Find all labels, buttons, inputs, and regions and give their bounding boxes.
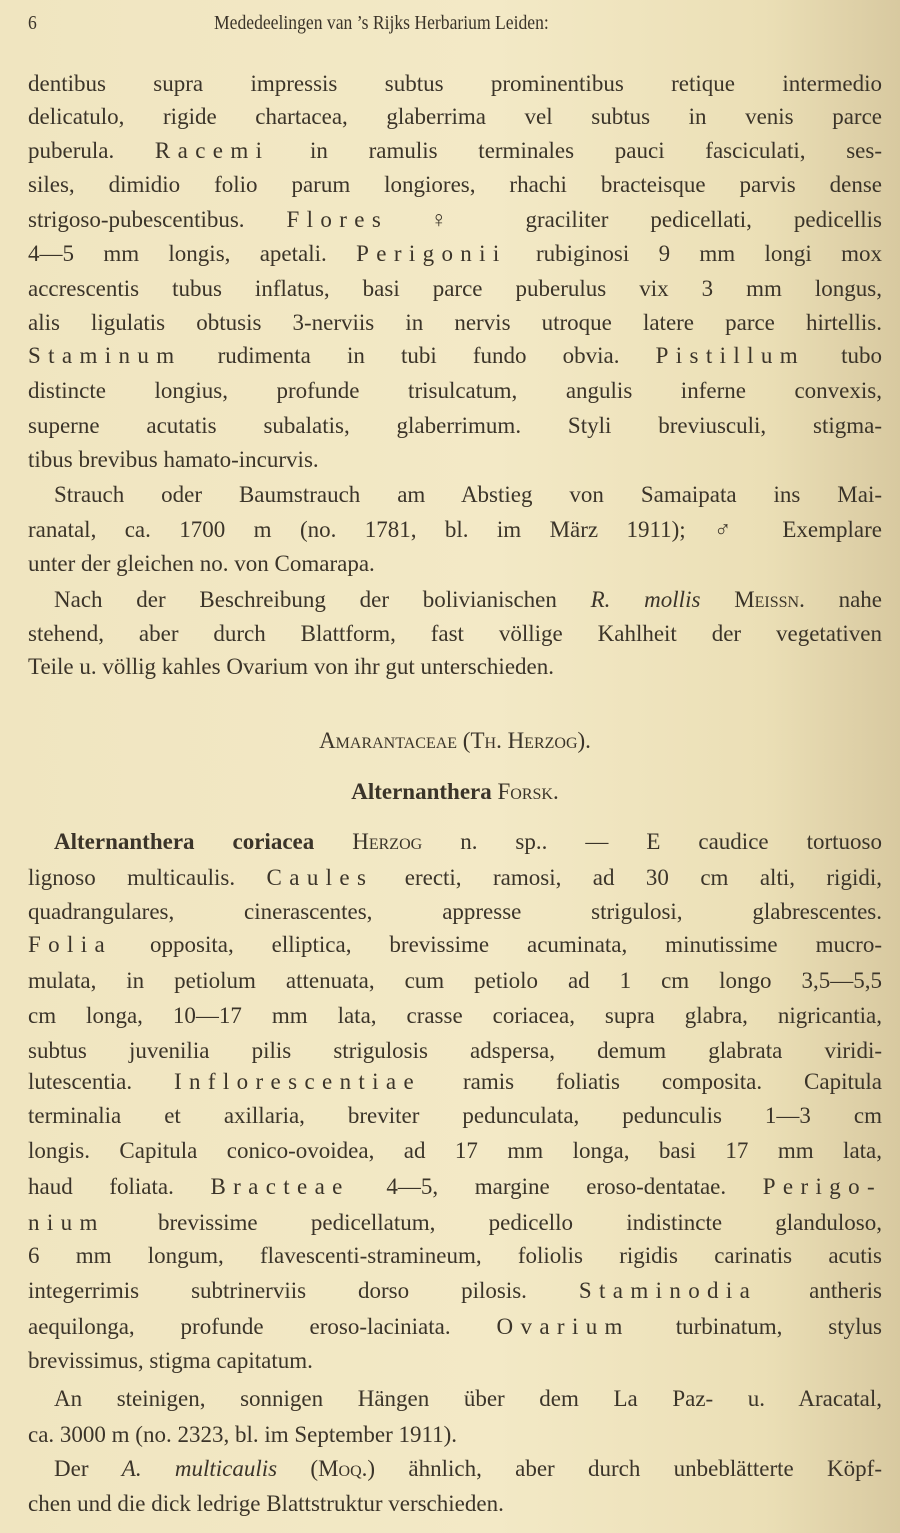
text-segment: brevissime pedicellatum, pedicello indistincte glanduloso, — [104, 1210, 882, 1235]
page-number: 6 — [28, 12, 37, 34]
text-segment: haud foliata. — [28, 1174, 211, 1199]
text-segment: Herzog — [352, 829, 423, 854]
text-segment: R. mollis — [590, 587, 701, 612]
text-segment: A. multicaulis — [121, 1456, 278, 1481]
text-segment: erecti, ramosi, ad 30 cm alti, rigidi, — [373, 865, 882, 890]
text-segment: Forsk. — [497, 779, 559, 804]
text-line — [28, 1067, 882, 1097]
text-line — [28, 1001, 882, 1031]
text-line — [28, 102, 882, 132]
text-segment: ) ähnlich, aber durch unbeblätterte Köpf- — [367, 1456, 882, 1481]
text-line — [28, 652, 882, 682]
text-segment: Alternanthera coriacea — [54, 829, 315, 854]
text-line — [28, 966, 882, 996]
text-segment: Pistillum — [655, 343, 805, 368]
text-line — [28, 1208, 882, 1238]
text-segment: superne acutatis subalatis, glaberrimum. Styli breviusculi, stigma- — [28, 413, 882, 438]
text-line — [28, 1489, 882, 1519]
text-line — [28, 515, 882, 545]
text-segment: Staminodia — [578, 1278, 758, 1303]
text-segment: Perigonii — [356, 241, 507, 266]
text-line — [54, 1384, 882, 1414]
text-segment: Staminum — [28, 343, 182, 368]
text-segment: nahe — [804, 587, 883, 612]
text-segment: 4—5, margine eroso-dentatae. — [349, 1174, 763, 1199]
text-line — [54, 1454, 882, 1484]
running-title: Mededeelingen van ’s Rijks Herbarium Leiden: — [214, 12, 549, 34]
text-segment: delicatulo, rigide chartacea, glaberrima vel subtus in venis parce — [28, 104, 882, 129]
text-segment: 4—5 mm longis, apetali. — [28, 241, 357, 266]
text-segment: opposita, elliptica, brevissime acuminata, minutissime mucro- — [112, 932, 882, 957]
text-line — [28, 1276, 882, 1306]
text-segment: chen und die dick ledrige Blattstruktur verschieden. — [28, 1491, 504, 1516]
text-line — [54, 827, 882, 857]
text-segment: ramis foliatis composita. Capitula — [421, 1069, 882, 1094]
text-segment: lutescentia. — [28, 1069, 175, 1094]
text-segment — [700, 587, 734, 612]
text-line — [28, 376, 882, 406]
text-segment: Flores — [286, 207, 389, 232]
text-segment: strigoso-pubescentibus. — [28, 207, 287, 232]
text-line — [28, 930, 882, 960]
text-segment: 6 mm longum, flavescenti-stramineum, foliolis rigidis carinatis acutis — [28, 1243, 882, 1268]
text-segment: Bracteae — [210, 1174, 350, 1199]
text-line — [28, 1312, 882, 1342]
text-segment: An steinigen, sonnigen Hängen über dem La Paz- u. Aracatal, — [54, 1386, 882, 1411]
text-segment: siles, dimidio folio parum longiores, rhachi bracteisque parvis dense — [28, 172, 882, 197]
text-segment: ca. 3000 m (no. 2323, bl. im September 1911). — [28, 1422, 458, 1447]
text-segment: brevissimus, stigma capitatum. — [28, 1348, 313, 1373]
text-segment: Der — [54, 1456, 122, 1481]
text-line — [28, 274, 882, 304]
text-line — [28, 1036, 882, 1066]
text-segment: tibus brevibus hamato-incurvis. — [28, 447, 319, 472]
text-line — [28, 205, 882, 235]
text-segment: Alternanthera — [351, 779, 492, 804]
text-segment: longis. Capitula conico-ovoidea, ad 17 mm longa, basi 17 mm lata, — [28, 1138, 882, 1163]
text-segment: Nach der Beschreibung der bolivianischen — [54, 587, 591, 612]
text-line — [28, 1241, 882, 1271]
text-segment: stehend, aber durch Blattform, fast völlige Kahlheit der vegetativen — [28, 621, 882, 646]
text-segment: accrescentis tubus inflatus, basi parce puberulus vix 3 mm longus, — [28, 276, 882, 301]
text-segment: Perigo- — [762, 1174, 882, 1199]
text-segment: integerrimis subtrinerviis dorso pilosis. — [28, 1278, 579, 1303]
text-segment: subtus juvenilia pilis strigulosis adspersa, demum glabrata viridi- — [28, 1038, 882, 1063]
text-line — [28, 445, 882, 475]
text-segment: dentibus supra impressis subtus prominentibus retique intermedio — [28, 71, 882, 96]
text-line — [28, 1172, 882, 1202]
text-segment: quadrangulares, cinerascentes, appresse strigulosi, glabrescentes. — [28, 899, 882, 924]
text-line — [28, 549, 882, 579]
text-segment: n. sp.. — E caudice tortuoso — [422, 829, 882, 854]
text-segment: Folia — [28, 932, 113, 957]
text-segment — [314, 829, 352, 854]
text-segment: puberula. — [28, 138, 155, 163]
text-segment: antheris — [757, 1278, 882, 1303]
text-segment: Teile u. völlig kahles Ovarium von ihr gut unterschieden. — [28, 654, 554, 679]
text-segment: mulata, in petiolum attenuata, cum petiolo ad 1 cm longo 3,5—5,5 — [28, 968, 882, 993]
text-segment: aequilonga, profunde eroso-laciniata. — [28, 1314, 497, 1339]
text-line — [28, 1420, 882, 1450]
section-heading — [28, 726, 882, 756]
text-segment: Moq. — [318, 1456, 368, 1481]
text-segment: Inflorescentiae — [174, 1069, 422, 1094]
text-segment: Caules — [266, 865, 374, 890]
text-segment: ranatal, ca. 1700 m (no. 1781, bl. im März 1911); ♂ Exemplare — [28, 517, 882, 542]
text-line — [28, 239, 882, 269]
text-segment: Amarantaceae (Th. Herzog). — [319, 728, 591, 753]
text-segment: Strauch oder Baumstrauch am Abstieg von Samaipata ins Mai- — [54, 482, 882, 507]
section-heading — [28, 777, 882, 807]
text-segment: rudimenta in tubi fundo obvia. — [181, 343, 656, 368]
text-segment: Ovarium — [496, 1314, 630, 1339]
text-segment: alis ligulatis obtusis 3-nerviis in nervis utroque latere parce hirtellis. — [28, 310, 882, 335]
text-segment: terminalia et axillaria, breviter pedunculata, pedunculis 1—3 cm — [28, 1103, 882, 1128]
text-segment: lignoso multicaulis. — [28, 865, 267, 890]
text-line — [28, 1101, 882, 1131]
text-line — [28, 1346, 882, 1376]
text-line — [28, 1136, 882, 1166]
text-line — [28, 619, 882, 649]
text-segment: tubo — [804, 343, 883, 368]
text-segment: nium — [28, 1210, 105, 1235]
text-line — [28, 69, 882, 99]
text-segment: ( — [277, 1456, 319, 1481]
text-line — [28, 308, 882, 338]
text-segment: ♀ graciliter pedicellati, pedicellis — [388, 207, 882, 232]
text-segment: Meissn. — [734, 587, 805, 612]
text-segment: turbinatum, stylus — [629, 1314, 882, 1339]
text-segment: unter der gleichen no. von Comarapa. — [28, 551, 375, 576]
text-segment: cm longa, 10—17 mm lata, crasse coriacea, supra glabra, nigricantia, — [28, 1003, 882, 1028]
text-segment: Racemi — [154, 138, 270, 163]
text-line — [28, 341, 882, 371]
text-line — [28, 411, 882, 441]
text-line — [28, 863, 882, 893]
text-line — [28, 897, 882, 927]
text-line — [28, 170, 882, 200]
text-line — [54, 480, 882, 510]
text-segment: in ramulis terminales pauci fasciculati, ses- — [269, 138, 883, 163]
text-line — [54, 585, 882, 615]
text-segment: distincte longius, profunde trisulcatum, angulis inferne convexis, — [28, 378, 882, 403]
text-line — [28, 136, 882, 166]
text-segment: rubiginosi 9 mm longi mox — [506, 241, 883, 266]
